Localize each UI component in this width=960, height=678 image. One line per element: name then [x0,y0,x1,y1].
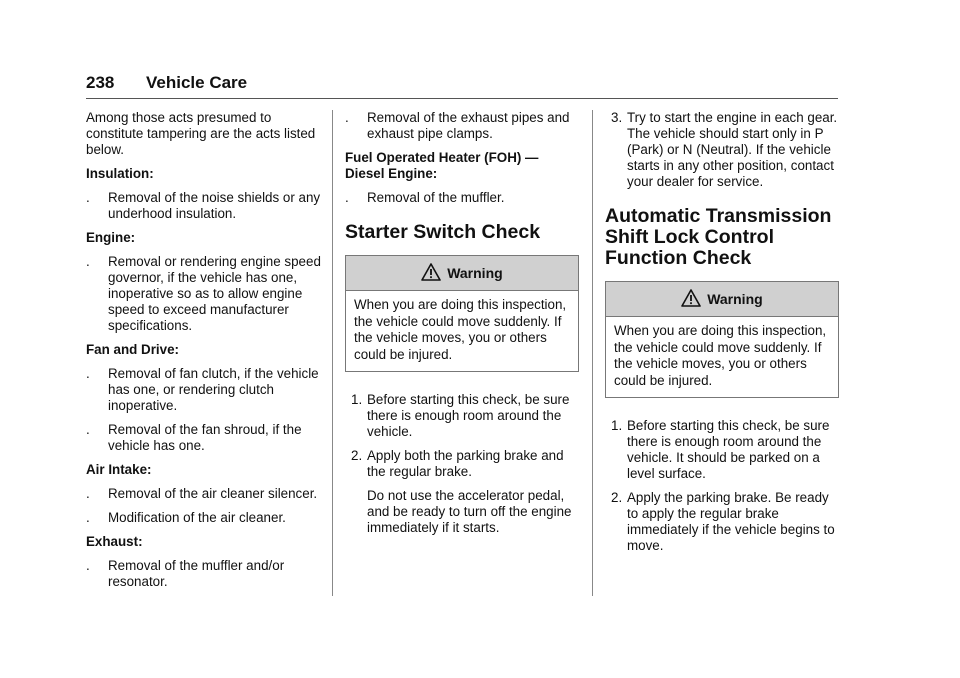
list-item [345,190,579,206]
step-item [345,448,579,480]
engine-heading: Engine: [86,230,136,245]
step-text: Before starting this check, be sure there is enough room around the vehicle. It should be parked on a level surface. [627,418,830,481]
step-number: 1. [351,392,363,407]
intro-paragraph: Among those acts presumed to constitute tampering are the acts listed below. [86,110,316,157]
warning-header [346,256,578,291]
list-item [86,366,322,414]
warning-label: Warning [447,265,503,281]
bullet: . [86,254,90,269]
bullet: . [86,190,90,205]
warning-box [605,281,839,398]
column-1 [86,110,322,598]
list-item-text: Removal of the fan shroud, if the vehicle has one. [108,422,302,453]
step-text: Try to start the engine in each gear. The vehicle should start only in P (Park) or N (Neutral). If the vehicle starts in any other position, contact your dealer for service. [627,110,838,189]
list-item [86,510,322,526]
step-number: 2. [611,490,623,505]
fan-drive-heading: Fan and Drive: [86,342,180,357]
starter-switch-check-heading: Starter Switch Check [345,221,541,243]
bullet: . [345,190,349,205]
step-number: 1. [611,418,623,433]
bullet: . [86,486,90,501]
column-divider-2 [592,110,593,596]
warning-header [606,282,838,317]
list-item [86,190,322,222]
warning-label: Warning [707,291,763,307]
list-item-text: Removal of the muffler and/or resonator. [108,558,285,589]
list-item-text: Removal of the noise shields or any underhood insulation. [108,190,321,221]
step-text: Apply both the parking brake and the regular brake. [367,448,564,479]
page-number: 238 [86,73,115,92]
bullet: . [86,558,90,573]
step-text: Apply the parking brake. Be ready to apply the regular brake immediately if the vehicle begins to move. [627,490,835,553]
column-divider-1 [332,110,333,596]
list-item [86,558,322,590]
bullet: . [86,422,90,437]
bullet: . [86,510,90,525]
list-item-text: Removal of fan clutch, if the vehicle has one, or rendering clutch inoperative. [108,366,319,413]
step-item [345,392,579,440]
list-item [86,486,322,502]
shift-lock-check-heading: Automatic Transmission Shift Lock Control Function Check [605,205,832,269]
list-item [345,110,579,142]
column-2 [345,110,579,544]
step-number: 2. [351,448,363,463]
warning-text: When you are doing this inspection, the vehicle could move suddenly. If the vehicle moves, you or others could be injured. [354,297,567,362]
warning-text: When you are doing this inspection, the vehicle could move suddenly. If the vehicle moves, you or others could be injured. [614,323,827,388]
step-note: Do not use the accelerator pedal, and be ready to turn off the engine immediately if it starts. [367,488,572,535]
exhaust-heading: Exhaust: [86,534,143,549]
list-item-text: Removal of the muffler. [367,190,505,205]
warning-triangle-icon [421,262,441,282]
step-text: Before starting this check, be sure there is enough room around the vehicle. [367,392,570,439]
step-item [605,490,839,554]
step-item [605,110,839,190]
insulation-heading: Insulation: [86,166,154,181]
warning-box [345,255,579,372]
list-item-text: Modification of the air cleaner. [108,510,286,525]
list-item-text: Removal or rendering engine speed governor, if the vehicle has one, inoperative so as to allow engine speed to exceed manufacturer specifications. [108,254,321,333]
list-item [86,254,322,334]
column-3 [605,110,839,562]
foh-heading: Fuel Operated Heater (FOH) — Diesel Engine: [345,150,539,181]
step-item [605,418,839,482]
air-intake-heading: Air Intake: [86,462,152,477]
warning-triangle-icon [681,288,701,308]
list-item-text: Removal of the air cleaner silencer. [108,486,318,501]
bullet: . [86,366,90,381]
list-item-text: Removal of the exhaust pipes and exhaust pipe clamps. [367,110,570,141]
section-title: Vehicle Care [146,73,248,92]
bullet: . [345,110,349,125]
step-number: 3. [611,110,623,125]
list-item [86,422,322,454]
header-rule [86,98,838,99]
